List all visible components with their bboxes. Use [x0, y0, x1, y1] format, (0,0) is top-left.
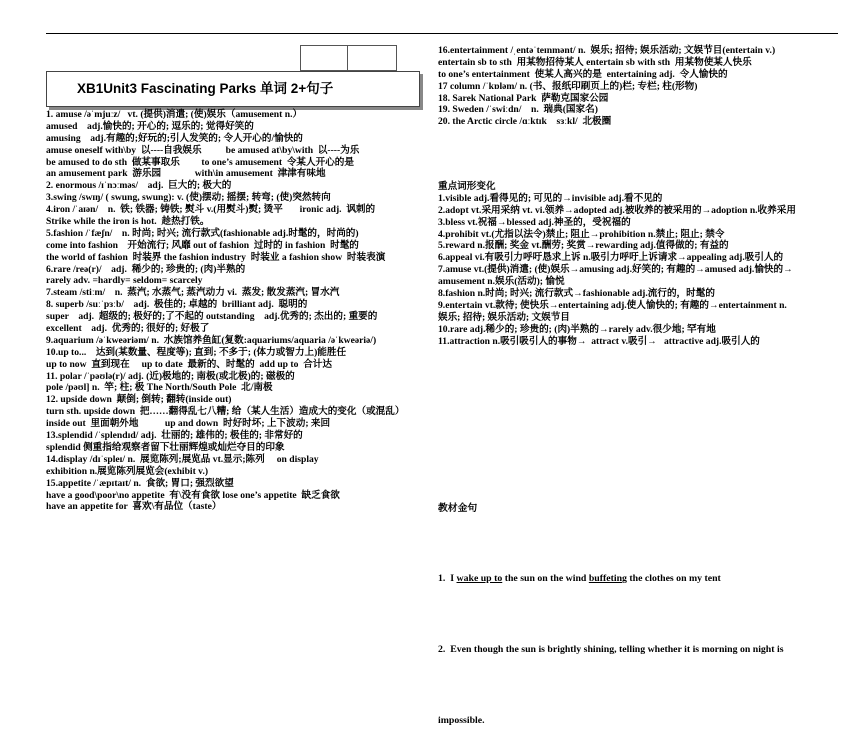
word-form-line: 7.amuse vt.(提供)消遣; (使)娱乐→amusing adj.好笑的; 有趣的→amused adj.愉快的→	[438, 264, 793, 276]
vocab-line: to one’s entertainment 使某人高兴的是 entertaining adj. 令人愉快的	[438, 68, 728, 80]
vocab-line: 9.aquarium /əˈkweəriəm/ n. 水族馆养鱼缸(复数:aquariums/aquaria /əˈkweəriə/)	[46, 334, 377, 346]
vocab-line: 17 column /ˈkɒləm/ n. (书、报纸印刷页上的)栏; 专栏; 柱(形物)	[438, 80, 698, 92]
word-form-line: 10.rare adj.稀少的; 珍贵的; (肉)半熟的→rarely adv.很少地; 罕有地	[438, 323, 716, 335]
word-form-line: 重点词形变化	[438, 181, 496, 192]
vocab-line: splendid 侧重指给观察者留下壮丽辉煌或灿烂夺目的印象	[46, 441, 285, 453]
vocab-line: pole /pəʊl] n. 竿; 柱; 极 The North/South Pole 北/南极	[46, 382, 273, 394]
vocab-line: 5.fashion /ˈfæʃn/ n. 时尚; 时兴; 流行款式(fashionable adj.时髦的，时尚的)	[46, 227, 359, 239]
sentence-1-underline-1: wake up to	[456, 573, 503, 585]
vocab-line: amused adj.愉快的; 开心的; 逗乐的; 觉得好笑的	[46, 120, 254, 132]
word-form-line: 娱乐; 招待; 娱乐活动; 文娱节目	[438, 311, 570, 323]
header-grid-cell	[300, 45, 348, 71]
header-grid-cell	[347, 45, 397, 71]
word-form-line: 11.attraction n.吸引吸引人的事物→ attract v.吸引→ attractive adj.吸引人的	[438, 335, 760, 347]
vocab-line: have an appetite for 喜欢\有品位（taste）	[46, 501, 222, 513]
sentence-2-line-1: 2. Even though the sun is brightly shining, telling whether it is morning on night is	[438, 644, 784, 656]
top-rule	[46, 33, 838, 34]
word-form-changes	[438, 181, 848, 347]
vocab-line: 2. enormous /ɪˈnɔːməs/ adj. 巨大的; 极大的	[46, 180, 232, 192]
vocab-line: 8. superb /suːˈpɜːb/ adj. 极佳的; 卓越的 brilliant adj. 聪明的	[46, 299, 308, 311]
sentence-1-end: the clothes on my tent	[626, 573, 721, 585]
vocab-line: have a good\poor\no appetite 有\没有食欲 lose one’s appetite 缺乏食欲	[46, 489, 340, 501]
sentence-1-middle: the sun on the wind	[502, 573, 589, 585]
vocab-line: the world of fashion 时装界 the fashion industry 时装业 a fashion show 时装表演	[46, 251, 386, 263]
vocab-line: excellent adj. 优秀的; 很好的; 好极了	[46, 323, 210, 335]
vocab-line: up to now 直到现在 up to date 最新的、时髦的 add up to 合计达	[46, 358, 332, 370]
vocab-line: 13.splendid /ˈsplendɪd/ adj. 壮丽的; 雄伟的; 极佳的; 非常好的	[46, 430, 303, 442]
vocab-line: 19. Sweden /ˈswiːdn/ n. 瑞典(国家名)	[438, 104, 598, 116]
vocab-line: inside out 里面朝外地 up and down 时好时坏; 上下波动; 来回	[46, 418, 331, 430]
vocab-line: be amused to do sth 做某事取乐 to one’s amusement 令某人开心的是	[46, 156, 354, 168]
word-form-line: 9.entertain vt.款待; 使快乐→entertaining adj.使人愉快的; 有趣的→entertainment n.	[438, 299, 787, 311]
vocab-line: 3.swing /swɪŋ/ ( swung, swung): v. (使)摆动; 摇摆; 转弯; (使)突然转向	[46, 192, 331, 204]
sentence-1	[438, 573, 848, 585]
vocab-line: Strike while the iron is hot. 趁热打铁。	[46, 216, 210, 228]
page-title: XB1Unit3 Fascinating Parks 单词 2+句子	[46, 71, 420, 107]
word-form-line: amusement n.娱乐(活动); 愉悦	[438, 276, 565, 288]
vocab-line: 7.steam /stiːm/ n. 蒸汽; 水蒸气; 蒸汽动力 vi. 蒸发; 散发蒸汽; 冒水汽	[46, 287, 340, 299]
word-form-line: 1.visible adj.看得见的; 可见的→invisible adj.看不见的	[438, 192, 663, 204]
vocab-line: come into fashion 开始流行; 风靡 out of fashion 过时的 in fashion 时髦的	[46, 239, 359, 251]
word-form-line: 3.bless vt.祝福→blessed adj.神圣的，受祝福的	[438, 216, 631, 228]
word-form-line: 4.prohibit vt.(尤指以法令)禁止; 阻止→prohibition n.禁止; 阻止; 禁令	[438, 228, 725, 240]
vocab-line: amusing adj.有趣的;好玩的;引人发笑的; 令人开心的/愉快的	[46, 132, 303, 144]
textbook-sentences	[438, 479, 848, 739]
vocab-line: super adj. 超级的; 极好的;了不起的 outstanding adj.优秀的; 杰出的; 重要的	[46, 311, 378, 323]
word-form-line: 8.fashion n.时尚; 时兴; 流行款式→fashionable adj.流行的，时髦的	[438, 288, 715, 300]
word-form-line: 5.reward n.报酬; 奖金 vt.酬劳; 奖赏→rewarding adj.值得做的; 有益的	[438, 240, 729, 252]
vocab-line: rarely adv. =hardly= seldom= scarcely	[46, 275, 203, 287]
vocabulary-list-right	[438, 45, 848, 128]
vocab-line: 1. amuse /əˈmjuːz/ vt. (提供)消遣; (使)娱乐（amusement n.）	[46, 109, 303, 120]
sentence-1-underline-2: buffeting	[588, 573, 627, 585]
vocab-line: turn sth. upside down 把……翻得乱七八糟; 给（某人生活）造成大的变化（或混乱）	[46, 406, 405, 418]
vocab-line: 4.iron /ˈaɪən/ n. 铁; 铁器; 铸铁; 熨斗 v.(用熨斗)熨; 烫平 ironic adj. 讽刺的	[46, 204, 376, 216]
word-form-line: 6.appeal vi.有吸引力呼吁恳求上诉 n.吸引力呼吁上诉请求→appealing adj.吸引人的	[438, 252, 784, 264]
vocab-line: 14.display /dɪˈspleɪ/ n. 展览陈列;展览品 vt.显示;陈列 on display	[46, 453, 319, 465]
vocab-line: entertain sb to sth 用某物招待某人 entertain sb with sth 用某物使某人快乐	[438, 56, 752, 68]
vocab-line: an amusement park 游乐园 with\in amusement 津津有味地	[46, 168, 326, 180]
word-form-line: 2.adopt vt.采用采纳 vt. vi.领养→adopted adj.被收养的被采用的→adoption n.收养采用	[438, 204, 796, 216]
vocab-line: amuse oneself with\by 以----自我娱乐 be amused at\by\with 以----为乐	[46, 144, 360, 156]
vocab-line: 15.appetite /ˈæpɪtaɪt/ n. 食欲; 胃口; 强烈欲望	[46, 477, 234, 489]
vocab-line: exhibition n.展览陈列展览会(exhibit v.)	[46, 465, 209, 477]
vocab-line: 12. upside down 颠倒; 倒转; 翻转(inside out)	[46, 394, 232, 406]
sentence-2-line-2: impossible.	[438, 714, 485, 726]
vocab-line: 16.entertainment /ˌentəˈteɪnmənt/ n. 娱乐; 招待; 娱乐活动; 文娱节目(entertain v.)	[438, 45, 776, 56]
vocab-line: 6.rare /reə(r)/ adj. 稀少的; 珍贵的; (肉)半熟的	[46, 263, 246, 275]
vocab-line: 10.up to... 达到(某数量、程度等); 直到; 不多于; (体力或智力上)能胜任	[46, 346, 347, 358]
vocab-line: 18. Sarek National Park 萨勒克国家公园	[438, 92, 609, 104]
vocabulary-list-left	[46, 109, 430, 513]
sentences-heading: 教材金句	[438, 502, 478, 514]
sentence-1-number: 1. I	[438, 573, 457, 585]
vocab-line: 11. polar /ˈpəʊlə(r)/ adj. (近)极地的; 南极(或北极)的; 磁极的	[46, 370, 295, 382]
vocab-line: 20. the Arctic circle /ɑːktɪk sɜːkl/ 北极圈	[438, 116, 612, 128]
